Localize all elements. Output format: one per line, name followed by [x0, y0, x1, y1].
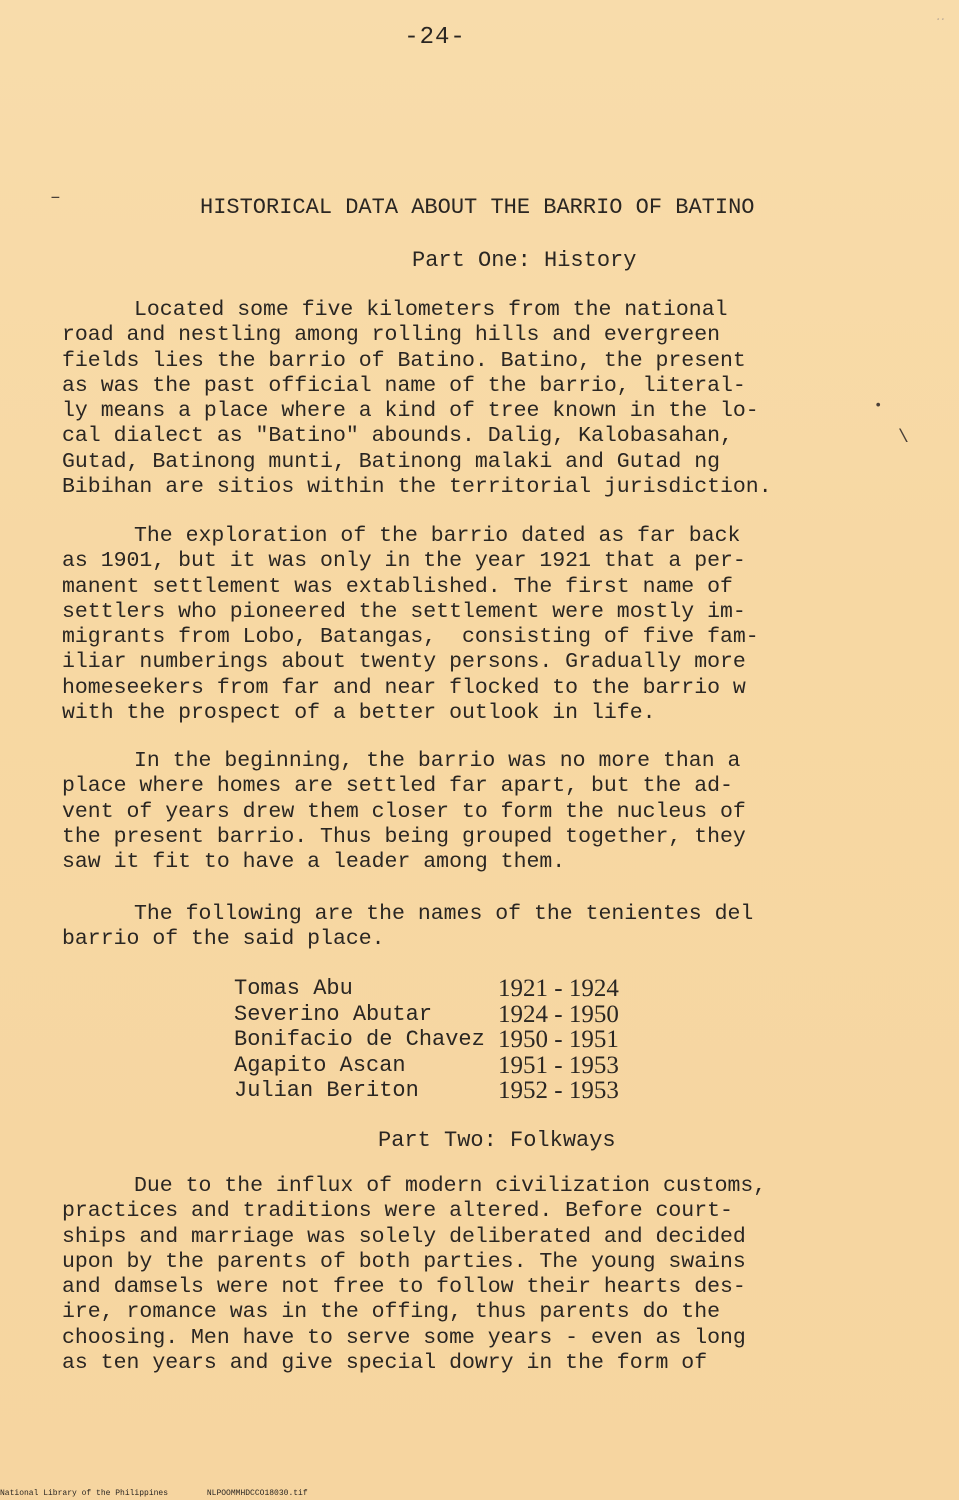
scan-footer — [0, 1489, 342, 1498]
text-line: migrants from Lobo, Batangas, consisting of five fam- — [62, 625, 759, 650]
text-line: Bibihan are sitios within the territorial jurisdiction. — [62, 475, 772, 500]
margin-slash-mark: \ — [898, 428, 909, 448]
text-line: barrio of the said place. — [62, 927, 385, 952]
teniente-term: 1924 - 1950 — [498, 1000, 619, 1028]
part-two-heading: Part Two: Folkways — [378, 1128, 616, 1153]
document-title: HISTORICAL DATA ABOUT THE BARRIO OF BATINO — [200, 195, 755, 220]
teniente-name: Bonifacio de Chavez — [234, 1027, 485, 1052]
footer-library: National Library of the Philippines — [0, 1489, 169, 1498]
text-line: vent of years drew them closer to form the nucleus of — [62, 799, 746, 824]
text-line: Due to the influx of modern civilization customs, — [134, 1174, 767, 1198]
teniente-name: Severino Abutar — [234, 1001, 433, 1027]
teniente-name: Tomas Abu — [234, 976, 353, 1001]
text-line: Located some five kilometers from the national — [134, 298, 728, 322]
text-line: road and nestling among rolling hills and evergreen — [62, 323, 721, 348]
text-line: place where homes are settled far apart, but the ad- — [62, 774, 733, 799]
footer-filename: NLPOOMMHDCCO18030.tif — [206, 1489, 308, 1498]
text-line: the present barrio. Thus being grouped together, they — [62, 824, 746, 849]
paragraph-settlement — [62, 524, 862, 726]
paragraph-beginning — [62, 749, 862, 875]
paragraph-location — [62, 298, 862, 500]
pencil-corner-mark: ․․ — [935, 9, 945, 25]
paragraph-tenientes-intro — [62, 902, 862, 953]
tenientes-list — [234, 976, 704, 1104]
text-line: iliar numberings about twenty persons. Gradually more — [62, 650, 746, 675]
text-line: fields lies the barrio of Batino. Batino, the present — [62, 348, 746, 373]
text-line: Gutad, Batinong munti, Batinong malaki and Gutad ng — [62, 449, 721, 474]
text-line: ships and marriage was solely deliberated and decided — [62, 1224, 746, 1249]
text-line: as 1901, but it was only in the year 1921 that a per- — [62, 549, 746, 574]
teniente-name: Julian Beriton — [234, 1078, 419, 1103]
text-line: ly means a place where a kind of tree known in the lo- — [62, 399, 759, 424]
margin-dot-mark: • — [874, 398, 883, 414]
paragraph-folkways — [62, 1174, 852, 1376]
page-number: -24- — [404, 24, 466, 51]
text-line: In the beginning, the barrio was no more than a — [134, 749, 741, 773]
part-one-heading: Part One: History — [412, 248, 637, 273]
text-line: The exploration of the barrio dated as far back — [134, 524, 741, 548]
text-line: with the prospect of a better outlook in life. — [62, 701, 656, 726]
text-line: manent settlement was extablished. The first name of — [62, 574, 733, 599]
text-line: as ten years and give special dowry in the form of — [62, 1351, 708, 1376]
teniente-row — [234, 1053, 704, 1079]
text-line: saw it fit to have a leader among them. — [62, 850, 566, 875]
text-line: ire, romance was in the offing, thus parents do the — [62, 1300, 721, 1325]
text-line: The following are the names of the tenientes del — [134, 902, 754, 926]
teniente-row — [234, 976, 704, 1002]
teniente-term: 1950 - 1951 — [498, 1026, 619, 1053]
teniente-term: 1951 - 1953 — [498, 1051, 619, 1079]
text-line: choosing. Men have to serve some years - even as long — [62, 1325, 746, 1350]
teniente-row — [234, 1078, 704, 1104]
text-line: homeseekers from far and near flocked to the barrio w — [62, 675, 746, 700]
text-line: upon by the parents of both parties. The young swains — [62, 1249, 746, 1274]
text-line: and damsels were not free to follow their hearts des- — [62, 1275, 746, 1300]
text-line: cal dialect as "Batino" abounds. Dalig, Kalobasahan, — [62, 424, 733, 449]
text-line: practices and traditions were altered. Before court- — [62, 1199, 733, 1224]
teniente-name: Agapito Ascan — [234, 1052, 406, 1078]
text-line: as was the past official name of the barrio, literal- — [62, 373, 746, 398]
teniente-term: 1952 - 1953 — [498, 1077, 619, 1104]
teniente-row — [234, 1002, 704, 1028]
text-line: settlers who pioneered the settlement were mostly im- — [62, 599, 746, 624]
teniente-row — [234, 1027, 704, 1053]
margin-tick-mark: – — [50, 188, 61, 208]
teniente-term: 1921 - 1924 — [498, 975, 619, 1002]
